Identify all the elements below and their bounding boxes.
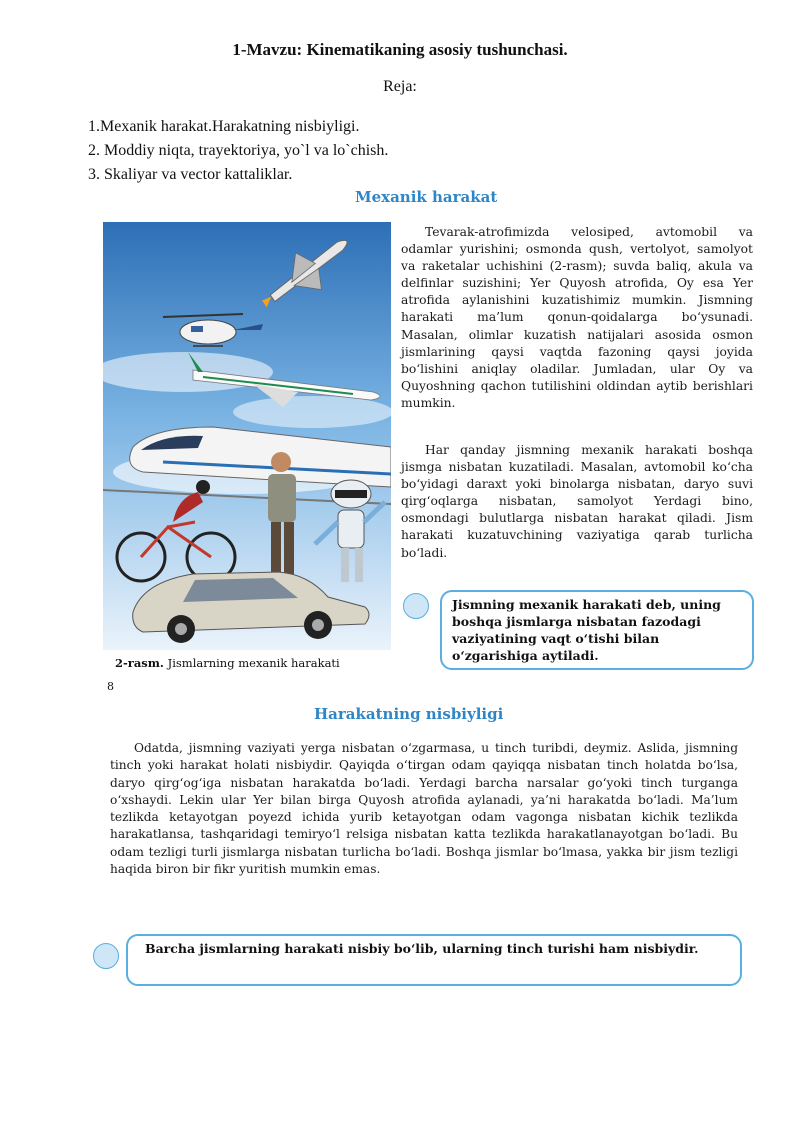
- pointing-hand-icon: [93, 943, 119, 969]
- plan-label: Reja:: [383, 78, 417, 95]
- motion-illustration: [103, 222, 391, 650]
- plan-item: 3. Skaliyar va vector kattaliklar.: [88, 166, 293, 183]
- paragraph: Har qanday jismning mexanik harakati boshqa jismga nisbatan kuzatiladi. Masalan, avtomobil ko‘cha bo‘yidagi daraxt yoki binolarga nisbatan, daryo suvi qirg‘oqlarga nisbatan, samolyot Yerdagi bino, osmondagi bulutlarga nisbatan harakat qiladi. Jism harakati kuzatuvchining vaziyatiga qarab turlicha bo‘ladi.: [401, 443, 753, 560]
- figure-caption-text: Jismlarning mexanik harakati: [167, 656, 340, 670]
- document-title: 1-Mavzu: Kinematikaning asosiy tushunchasi.: [232, 40, 568, 59]
- paragraph: Odatda, jismning vaziyati yerga nisbatan o‘zgarmasa, u tinch turibdi, deymiz. Aslida, jismning tinch yoki harakat holati nisbiydir. Qayiqda o‘tirgan odam qayiqqa nisbatan tinch holatda bo‘lsa, daryo qirg‘og‘iga nisbatan harakatda bo‘ladi. Yerdagi barcha narsalar go‘yoki tinch turganga o‘xshaydi. Lekin ular Yer bilan birga Quyosh atrofida aylanadi, ya’ni harakatda bo‘ladi. Ma’lum tezlikda ketayotgan poyezd ichida yurib ketayotgan odam vagonga nisbatan kichik tezlikda harakatlansa, tashqaridagi temiryo‘l relsiga nisbatan katta tezlikda harakatlanayotgan bo‘ladi. Bu odam tezligi turli jismlarga nisbatan turlicha bo‘ladi. Boshqa jismlar bo‘lmasa, yakka bir jism tezligi haqida biron bir fikr yuritish mumkin emas.: [110, 741, 738, 877]
- figure-caption-label: 2-rasm.: [115, 656, 164, 670]
- figure-caption: [115, 656, 340, 670]
- pointing-hand-icon: [403, 593, 429, 619]
- definition-text: Barcha jismlarning harakati nisbiy bo‘lib, ularning tinch turishi ham nisbiydir.: [145, 941, 699, 956]
- plan-item: 2. Moddiy niqta, trayektoriya, yo`l va lo`chish.: [88, 142, 389, 159]
- section-heading-mechanical-motion: Mexanik harakat: [355, 188, 498, 206]
- page-number: 8: [107, 680, 114, 693]
- cloud: [233, 396, 391, 428]
- paragraph: Tevarak-atrofimizda velosiped, avtomobil va odamlar yurishini; osmonda qush, vertolyot, samolyot va raketalar uchishini (2-rasm); suvda baliq, akula va delfinlar suzishini; Yer Quyosh atrofida, Oy esa Yer atrofida aylanishini kuzatishimiz mumkin. Jismning harakati ma’lum qonun-qoidalarga bo‘ysunadi. Masalan, olimlar kuzatish natijalari asosida osmon jismlarining qaysi vaqtda fazoning qaysi joyida bo‘lishini aniqlay oladilar. Jumladan, ular Oy va Quyoshning qachon tutilishini oldindan aytib berishlari mumkin.: [401, 225, 753, 410]
- definition-text: Jismning mexanik harakati deb, uning boshqa jismlarga nisbatan fazodagi vaziyatining vaqt o‘tishi bilan o‘zgarishiga aytiladi.: [452, 597, 721, 663]
- plan-item: 1.Mexanik harakat.Harakatning nisbiyligi.: [88, 118, 360, 135]
- section-heading-relativity: Harakatning nisbiyligi: [314, 705, 504, 723]
